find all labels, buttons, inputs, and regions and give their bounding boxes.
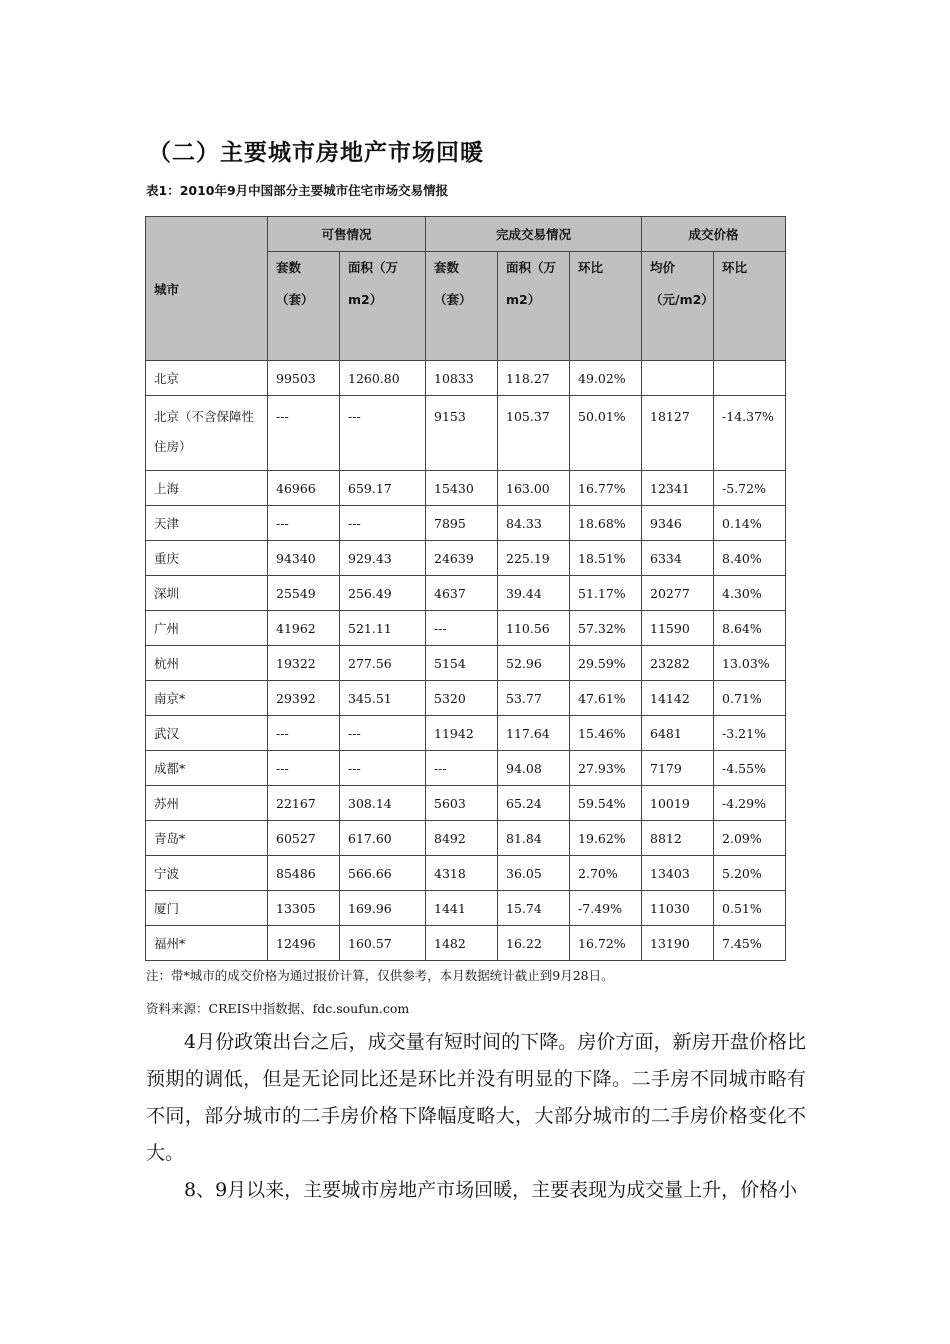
value-cell: 94340: [268, 541, 340, 576]
value-cell: 5.20%: [714, 856, 786, 891]
value-cell: 19.62%: [570, 821, 642, 856]
value-cell: 52.96: [498, 646, 570, 681]
value-cell: 4637: [426, 576, 498, 611]
value-cell: 110.56: [498, 611, 570, 646]
value-cell: 9153: [426, 396, 498, 471]
value-cell: 41962: [268, 611, 340, 646]
city-cell: 厦门: [146, 891, 268, 926]
value-cell: -14.37%: [714, 396, 786, 471]
value-cell: 659.17: [340, 471, 426, 506]
city-cell: 福州*: [146, 926, 268, 961]
value-cell: 60527: [268, 821, 340, 856]
value-cell: [642, 361, 714, 396]
table-row: [146, 646, 786, 681]
value-cell: 12496: [268, 926, 340, 961]
value-cell: 49.02%: [570, 361, 642, 396]
city-cell: 上海: [146, 471, 268, 506]
value-cell: -4.29%: [714, 786, 786, 821]
value-cell: 10833: [426, 361, 498, 396]
value-cell: 29.59%: [570, 646, 642, 681]
value-cell: -7.49%: [570, 891, 642, 926]
value-cell: 169.96: [340, 891, 426, 926]
value-cell: 53.77: [498, 681, 570, 716]
city-cell: 杭州: [146, 646, 268, 681]
value-cell: 0.14%: [714, 506, 786, 541]
sub-header: 环比: [570, 252, 642, 361]
value-cell: 308.14: [340, 786, 426, 821]
table-row: [146, 751, 786, 786]
value-cell: ---: [340, 506, 426, 541]
body-paragraph-2: 8、9月以来，主要城市房地产市场回暖，主要表现为成交量上升，价格小: [184, 1179, 798, 1201]
value-cell: 36.05: [498, 856, 570, 891]
value-cell: 81.84: [498, 821, 570, 856]
table-row: [146, 786, 786, 821]
value-cell: 16.72%: [570, 926, 642, 961]
value-cell: 65.24: [498, 786, 570, 821]
value-cell: ---: [340, 396, 426, 471]
table-row: [146, 716, 786, 751]
value-cell: 8.40%: [714, 541, 786, 576]
value-cell: 566.66: [340, 856, 426, 891]
table-row: [146, 506, 786, 541]
value-cell: ---: [268, 396, 340, 471]
value-cell: 84.33: [498, 506, 570, 541]
value-cell: 345.51: [340, 681, 426, 716]
value-cell: 39.44: [498, 576, 570, 611]
value-cell: 0.71%: [714, 681, 786, 716]
value-cell: 225.19: [498, 541, 570, 576]
group-header-price: 成交价格: [642, 217, 786, 252]
section-heading: （二）主要城市房地产市场回暖: [148, 140, 484, 166]
city-cell: 天津: [146, 506, 268, 541]
value-cell: 11942: [426, 716, 498, 751]
value-cell: 163.00: [498, 471, 570, 506]
value-cell: 118.27: [498, 361, 570, 396]
value-cell: ---: [426, 751, 498, 786]
value-cell: 2.70%: [570, 856, 642, 891]
value-cell: 19322: [268, 646, 340, 681]
city-header: 城市: [146, 217, 268, 361]
city-cell: 成都*: [146, 751, 268, 786]
value-cell: 6481: [642, 716, 714, 751]
value-cell: 521.11: [340, 611, 426, 646]
value-cell: 18.51%: [570, 541, 642, 576]
value-cell: 51.17%: [570, 576, 642, 611]
city-cell: 宁波: [146, 856, 268, 891]
group-header-transactions: 完成交易情况: [426, 217, 642, 252]
value-cell: 7179: [642, 751, 714, 786]
table-row: [146, 396, 786, 471]
value-cell: 25549: [268, 576, 340, 611]
value-cell: [714, 361, 786, 396]
value-cell: 5154: [426, 646, 498, 681]
sub-header: 套数（套）: [268, 252, 340, 361]
value-cell: 7895: [426, 506, 498, 541]
sub-header: 套数（套）: [426, 252, 498, 361]
housing-market-table: [145, 216, 786, 961]
value-cell: ---: [340, 716, 426, 751]
body-paragraph-1: 4月份政策出台之后，成交量有短时间的下降。房价方面，新房开盘价格比预期的调低，但是无论同比还是环比并没有明显的下降。二手房不同城市略有不同，部分城市的二手房价格下降幅度略大，大部分城市的二手房价格变化不大。: [146, 1031, 806, 1164]
value-cell: 24639: [426, 541, 498, 576]
city-cell: 北京: [146, 361, 268, 396]
city-cell: 深圳: [146, 576, 268, 611]
value-cell: 15.46%: [570, 716, 642, 751]
city-cell: 南京*: [146, 681, 268, 716]
table-note: 注：带*城市的成交价格为通过报价计算，仅供参考，本月数据统计截止到9月28日。: [146, 968, 614, 983]
value-cell: ---: [340, 751, 426, 786]
value-cell: 16.77%: [570, 471, 642, 506]
value-cell: 1482: [426, 926, 498, 961]
table-caption: 表1：2010年9月中国部分主要城市住宅市场交易情报: [146, 183, 449, 198]
table-row: [146, 541, 786, 576]
sub-header: 面积（万m2）: [498, 252, 570, 361]
value-cell: 5603: [426, 786, 498, 821]
value-cell: 47.61%: [570, 681, 642, 716]
table-row: [146, 576, 786, 611]
value-cell: 11030: [642, 891, 714, 926]
city-cell: 青岛*: [146, 821, 268, 856]
value-cell: -3.21%: [714, 716, 786, 751]
value-cell: 6334: [642, 541, 714, 576]
value-cell: 15.74: [498, 891, 570, 926]
value-cell: 5320: [426, 681, 498, 716]
value-cell: 10019: [642, 786, 714, 821]
table-source: 资料来源：CREIS中指数据、fdc.soufun.com: [146, 1001, 410, 1016]
value-cell: 2.09%: [714, 821, 786, 856]
value-cell: 929.43: [340, 541, 426, 576]
value-cell: 4.30%: [714, 576, 786, 611]
value-cell: 256.49: [340, 576, 426, 611]
value-cell: 59.54%: [570, 786, 642, 821]
value-cell: 13190: [642, 926, 714, 961]
value-cell: ---: [426, 611, 498, 646]
sub-header: 均价（元/m2）: [642, 252, 714, 361]
value-cell: 9346: [642, 506, 714, 541]
value-cell: 13305: [268, 891, 340, 926]
value-cell: ---: [268, 751, 340, 786]
value-cell: 13.03%: [714, 646, 786, 681]
value-cell: 15430: [426, 471, 498, 506]
table-row: [146, 856, 786, 891]
value-cell: 117.64: [498, 716, 570, 751]
value-cell: ---: [268, 716, 340, 751]
value-cell: 8812: [642, 821, 714, 856]
city-cell: 北京（不含保障性住房）: [146, 396, 268, 471]
value-cell: 18127: [642, 396, 714, 471]
value-cell: 617.60: [340, 821, 426, 856]
value-cell: -4.55%: [714, 751, 786, 786]
value-cell: 99503: [268, 361, 340, 396]
city-cell: 广州: [146, 611, 268, 646]
value-cell: 11590: [642, 611, 714, 646]
group-header-available: 可售情况: [268, 217, 426, 252]
sub-header: 面积（万m2）: [340, 252, 426, 361]
value-cell: 94.08: [498, 751, 570, 786]
value-cell: 12341: [642, 471, 714, 506]
value-cell: 50.01%: [570, 396, 642, 471]
value-cell: 57.32%: [570, 611, 642, 646]
table-row: [146, 361, 786, 396]
value-cell: 23282: [642, 646, 714, 681]
city-cell: 重庆: [146, 541, 268, 576]
value-cell: 1441: [426, 891, 498, 926]
table-row: [146, 471, 786, 506]
value-cell: 16.22: [498, 926, 570, 961]
value-cell: 105.37: [498, 396, 570, 471]
value-cell: 4318: [426, 856, 498, 891]
value-cell: 160.57: [340, 926, 426, 961]
value-cell: 85486: [268, 856, 340, 891]
value-cell: 22167: [268, 786, 340, 821]
table-row: [146, 611, 786, 646]
value-cell: 20277: [642, 576, 714, 611]
value-cell: 277.56: [340, 646, 426, 681]
value-cell: 29392: [268, 681, 340, 716]
table-row: [146, 891, 786, 926]
table-row: [146, 926, 786, 961]
city-cell: 武汉: [146, 716, 268, 751]
value-cell: 8.64%: [714, 611, 786, 646]
table-row: [146, 821, 786, 856]
value-cell: 0.51%: [714, 891, 786, 926]
value-cell: 14142: [642, 681, 714, 716]
value-cell: ---: [268, 506, 340, 541]
value-cell: 13403: [642, 856, 714, 891]
value-cell: 8492: [426, 821, 498, 856]
value-cell: 7.45%: [714, 926, 786, 961]
value-cell: 46966: [268, 471, 340, 506]
value-cell: 27.93%: [570, 751, 642, 786]
sub-header: 环比: [714, 252, 786, 361]
value-cell: 18.68%: [570, 506, 642, 541]
table-row: [146, 681, 786, 716]
city-cell: 苏州: [146, 786, 268, 821]
value-cell: -5.72%: [714, 471, 786, 506]
value-cell: 1260.80: [340, 361, 426, 396]
